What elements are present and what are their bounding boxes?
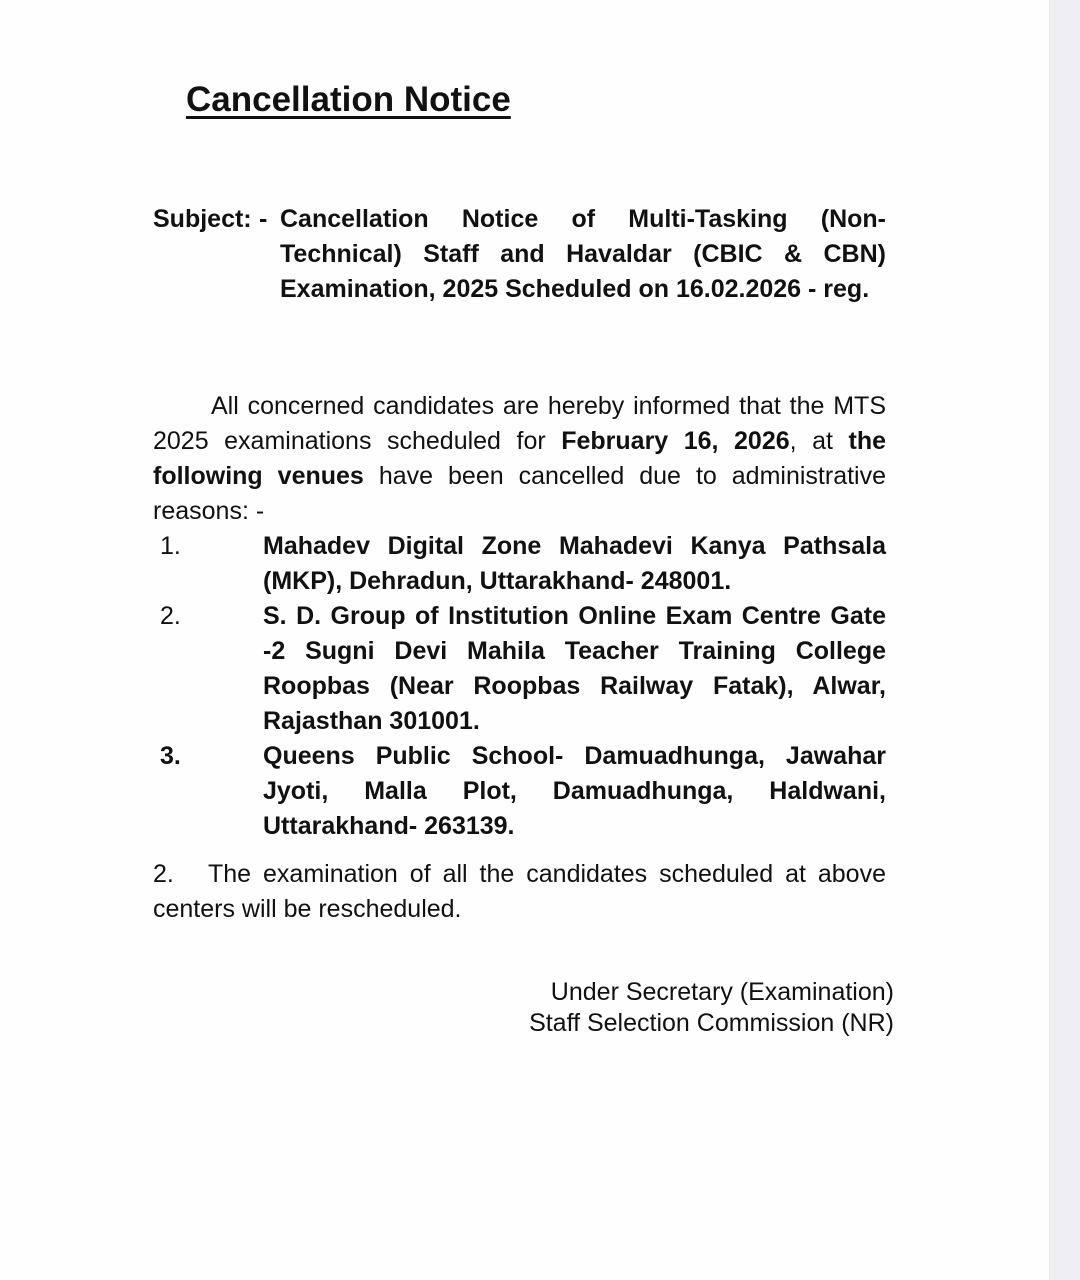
paragraph-number: 2.: [153, 860, 174, 888]
subject-text: [259, 202, 886, 307]
venue-number: 2.: [160, 602, 181, 630]
venues-emphasis: the following venues: [153, 427, 887, 490]
subject-dash: -: [259, 205, 268, 233]
venue-number: 3.: [160, 742, 181, 770]
venue-list: [153, 529, 886, 844]
list-item: [153, 529, 886, 599]
venue-number: 1.: [160, 532, 181, 560]
list-item: [153, 599, 886, 739]
signatory-organization: Staff Selection Commission (NR): [529, 1009, 894, 1037]
reschedule-text: The examination of all the candidates scheduled at above centers will be rescheduled.: [153, 860, 886, 923]
subject-content: Cancellation Notice of Multi-Tasking (Non-Technical) Staff and Havaldar (CBIC & CBN) Examination, 2025 Scheduled on 16.02.2026 - reg.: [280, 205, 886, 303]
page-title: Cancellation Notice: [186, 80, 511, 119]
venue-address: Queens Public School- Damuadhunga, Jawahar Jyoti, Malla Plot, Damuadhunga, Haldwani, Uttarakhand- 263139.: [263, 742, 886, 840]
signatory-title: Under Secretary (Examination): [550, 978, 894, 1006]
intro-paragraph: [153, 389, 886, 529]
reschedule-paragraph: [153, 857, 886, 927]
signature-block: [529, 977, 894, 1039]
subject-label: Subject:: [153, 205, 252, 233]
side-margin-strip: [1049, 0, 1080, 1280]
list-item: [153, 739, 886, 844]
exam-date: February 16, 2026: [561, 427, 790, 455]
venue-address: S. D. Group of Institution Online Exam Centre Gate -2 Sugni Devi Mahila Teacher Training College Roopbas (Near Roopbas Railway Fatak), Alwar, Rajasthan 301001.: [263, 602, 886, 735]
venue-address: Mahadev Digital Zone Mahadevi Kanya Pathsala (MKP), Dehradun, Uttarakhand- 248001.: [263, 532, 886, 595]
intro-text-part1: All concerned candidates are hereby informed that the MTS 2025 examinations scheduled for: [153, 392, 886, 455]
intro-text-part3: have been cancelled due to administrative reasons: -: [153, 462, 886, 525]
intro-text-part2: , at: [789, 427, 849, 455]
